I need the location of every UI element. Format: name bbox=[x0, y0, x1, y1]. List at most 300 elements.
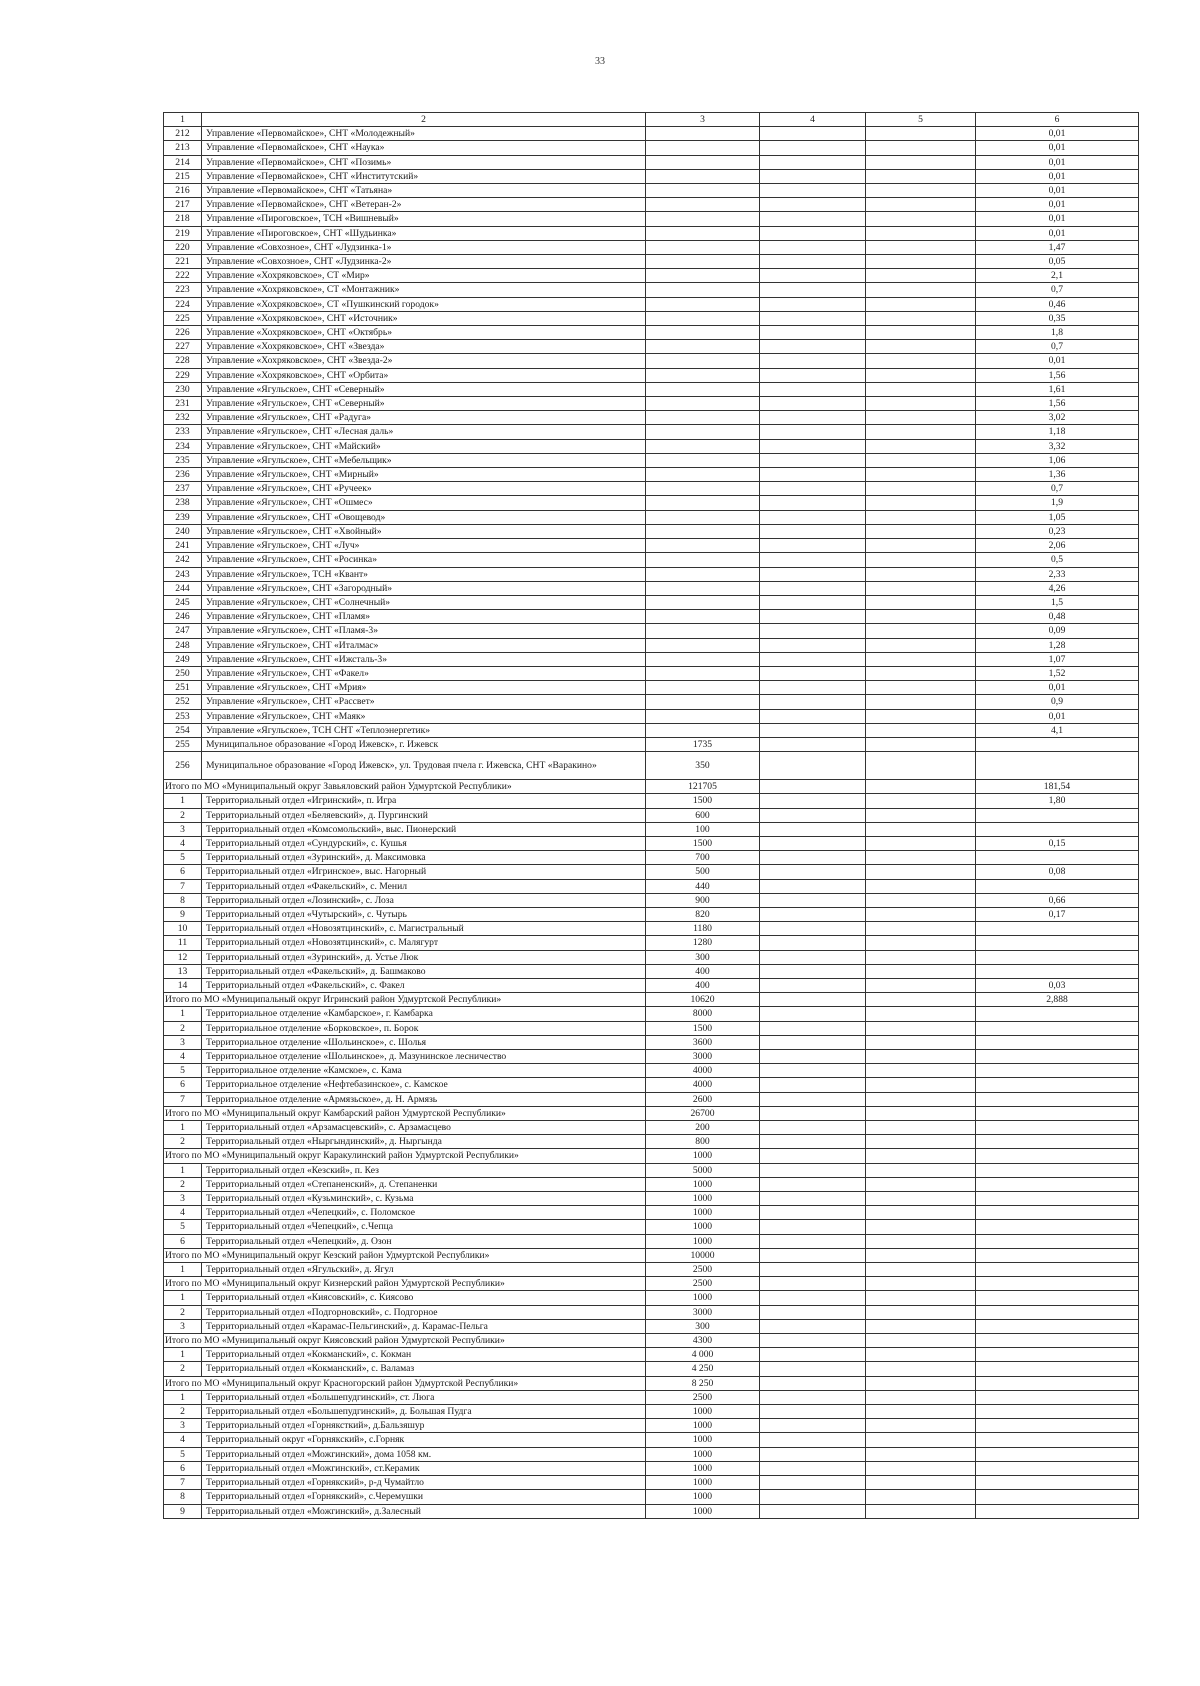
column-4-value bbox=[760, 1419, 866, 1433]
column-3-value: 1500 bbox=[646, 794, 760, 808]
table-row bbox=[164, 666, 1139, 680]
column-3-value: 1000 bbox=[646, 1291, 760, 1305]
row-name: Территориальное отделение «Камбарское», г. Камбарка bbox=[202, 1007, 646, 1021]
column-6-value bbox=[976, 1050, 1139, 1064]
column-3-value bbox=[646, 681, 760, 695]
column-3-value: 8000 bbox=[646, 1007, 760, 1021]
column-5-value bbox=[866, 311, 976, 325]
column-6-value: 0,01 bbox=[976, 169, 1139, 183]
column-4-value bbox=[760, 964, 866, 978]
row-number: 13 bbox=[164, 964, 202, 978]
row-number: 4 bbox=[164, 1206, 202, 1220]
column-6-value: 0,01 bbox=[976, 354, 1139, 368]
column-6-value bbox=[976, 1177, 1139, 1191]
column-4-value bbox=[760, 1263, 866, 1277]
column-5-value bbox=[866, 269, 976, 283]
column-4-value bbox=[760, 240, 866, 254]
column-3-value: 1000 bbox=[646, 1419, 760, 1433]
column-3-value bbox=[646, 524, 760, 538]
row-name: Территориальный отдел «Горняксткий», д.Бальзяшур bbox=[202, 1419, 646, 1433]
column-6-value bbox=[976, 1263, 1139, 1277]
row-number: 8 bbox=[164, 1490, 202, 1504]
row-name: Управление «Совхозное», СНТ «Лудзинка-2» bbox=[202, 255, 646, 269]
row-number: 5 bbox=[164, 851, 202, 865]
column-6-value bbox=[976, 1504, 1139, 1518]
column-3-value: 1000 bbox=[646, 1504, 760, 1518]
row-number: 243 bbox=[164, 567, 202, 581]
column-6-value: 181,54 bbox=[976, 780, 1139, 794]
column-6-value: 0,09 bbox=[976, 624, 1139, 638]
column-4-value bbox=[760, 638, 866, 652]
column-4-value bbox=[760, 1121, 866, 1135]
column-6-value: 3,02 bbox=[976, 411, 1139, 425]
column-6-value bbox=[976, 1149, 1139, 1163]
row-number: 1 bbox=[164, 794, 202, 808]
table-row bbox=[164, 311, 1139, 325]
row-number: 5 bbox=[164, 1447, 202, 1461]
row-number: 235 bbox=[164, 453, 202, 467]
row-number: 2 bbox=[164, 1305, 202, 1319]
row-number: 216 bbox=[164, 184, 202, 198]
table-row bbox=[164, 439, 1139, 453]
table-row bbox=[164, 737, 1139, 751]
column-6-value bbox=[976, 1390, 1139, 1404]
table-row bbox=[164, 382, 1139, 396]
row-number: 226 bbox=[164, 326, 202, 340]
header-cell: 1 bbox=[164, 113, 202, 127]
row-number: 245 bbox=[164, 595, 202, 609]
row-name: Территориальный отдел «Чепецкий», д. Озон bbox=[202, 1234, 646, 1248]
column-4-value bbox=[760, 822, 866, 836]
column-5-value bbox=[866, 212, 976, 226]
column-5-value bbox=[866, 1277, 976, 1291]
column-5-value bbox=[866, 482, 976, 496]
column-5-value bbox=[866, 1447, 976, 1461]
column-3-value bbox=[646, 581, 760, 595]
row-name: Территориальный отдел «Карамас-Пельгинский», д. Карамас-Пельга bbox=[202, 1319, 646, 1333]
column-5-value bbox=[866, 141, 976, 155]
column-5-value bbox=[866, 723, 976, 737]
row-number: 9 bbox=[164, 907, 202, 921]
column-4-value bbox=[760, 567, 866, 581]
column-3-value bbox=[646, 553, 760, 567]
column-6-value: 0,15 bbox=[976, 836, 1139, 850]
table-row bbox=[164, 922, 1139, 936]
column-3-value bbox=[646, 141, 760, 155]
table-row bbox=[164, 1447, 1139, 1461]
total-label: Итого по МО «Муниципальный округ Кезский район Удмуртской Республики» bbox=[164, 1248, 646, 1262]
column-5-value bbox=[866, 1504, 976, 1518]
column-5-value bbox=[866, 255, 976, 269]
column-5-value bbox=[866, 553, 976, 567]
column-5-value bbox=[866, 1121, 976, 1135]
row-name: Территориальный отдел «Игринское», выс. Нагорный bbox=[202, 865, 646, 879]
column-3-value: 400 bbox=[646, 978, 760, 992]
column-3-value bbox=[646, 539, 760, 553]
row-number: 253 bbox=[164, 709, 202, 723]
column-5-value bbox=[866, 411, 976, 425]
column-3-value: 2500 bbox=[646, 1263, 760, 1277]
row-name: Управление «Совхозное», СНТ «Лудзинка-1» bbox=[202, 240, 646, 254]
row-name: Управление «Ягульское», СНТ «Лесная даль» bbox=[202, 425, 646, 439]
row-name: Управление «Хохряковское», СНТ «Орбита» bbox=[202, 368, 646, 382]
column-4-value bbox=[760, 1433, 866, 1447]
table-row bbox=[164, 184, 1139, 198]
column-3-value bbox=[646, 709, 760, 723]
row-number: 2 bbox=[164, 808, 202, 822]
column-6-value: 0,01 bbox=[976, 141, 1139, 155]
column-6-value: 1,80 bbox=[976, 794, 1139, 808]
column-3-value bbox=[646, 127, 760, 141]
column-6-value: 0,01 bbox=[976, 681, 1139, 695]
column-6-value bbox=[976, 1305, 1139, 1319]
column-5-value bbox=[866, 155, 976, 169]
row-number: 1 bbox=[164, 1163, 202, 1177]
column-6-value: 0,17 bbox=[976, 907, 1139, 921]
column-3-value: 350 bbox=[646, 752, 760, 780]
column-3-value bbox=[646, 382, 760, 396]
column-3-value: 5000 bbox=[646, 1163, 760, 1177]
row-name: Территориальный отдел «Кокманский», с. Кокман bbox=[202, 1348, 646, 1362]
row-number: 246 bbox=[164, 610, 202, 624]
table-row bbox=[164, 879, 1139, 893]
column-4-value bbox=[760, 524, 866, 538]
column-6-value bbox=[976, 1419, 1139, 1433]
column-4-value bbox=[760, 993, 866, 1007]
table-row bbox=[164, 425, 1139, 439]
row-name: Управление «Ягульское», СНТ «Майский» bbox=[202, 439, 646, 453]
row-number: 3 bbox=[164, 1035, 202, 1049]
column-6-value: 1,47 bbox=[976, 240, 1139, 254]
row-number: 5 bbox=[164, 1064, 202, 1078]
row-name: Управление «Хохряковское», СТ «Пушкинский городок» bbox=[202, 297, 646, 311]
row-number: 227 bbox=[164, 340, 202, 354]
table-row bbox=[164, 1461, 1139, 1475]
row-number: 1 bbox=[164, 1263, 202, 1277]
column-6-value: 0,66 bbox=[976, 893, 1139, 907]
column-6-value bbox=[976, 1348, 1139, 1362]
row-name: Управление «Хохряковское», СНТ «Звезда» bbox=[202, 340, 646, 354]
table-row bbox=[164, 212, 1139, 226]
row-number: 240 bbox=[164, 524, 202, 538]
row-number: 4 bbox=[164, 1433, 202, 1447]
table-row bbox=[164, 936, 1139, 950]
column-5-value bbox=[866, 610, 976, 624]
column-4-value bbox=[760, 155, 866, 169]
row-number: 239 bbox=[164, 510, 202, 524]
column-3-value: 4300 bbox=[646, 1334, 760, 1348]
table-row bbox=[164, 610, 1139, 624]
column-3-value bbox=[646, 297, 760, 311]
column-6-value bbox=[976, 737, 1139, 751]
column-3-value bbox=[646, 496, 760, 510]
total-row bbox=[164, 1149, 1139, 1163]
column-6-value bbox=[976, 964, 1139, 978]
row-number: 1 bbox=[164, 1390, 202, 1404]
row-number: 9 bbox=[164, 1504, 202, 1518]
column-3-value: 1280 bbox=[646, 936, 760, 950]
column-6-value: 1,05 bbox=[976, 510, 1139, 524]
column-6-value bbox=[976, 1433, 1139, 1447]
column-5-value bbox=[866, 1192, 976, 1206]
column-6-value: 0,46 bbox=[976, 297, 1139, 311]
row-name: Управление «Хохряковское», СТ «Мир» bbox=[202, 269, 646, 283]
table-row bbox=[164, 723, 1139, 737]
column-5-value bbox=[866, 1021, 976, 1035]
table-row bbox=[164, 1405, 1139, 1419]
row-number: 220 bbox=[164, 240, 202, 254]
table-row bbox=[164, 1092, 1139, 1106]
column-4-value bbox=[760, 681, 866, 695]
column-4-value bbox=[760, 397, 866, 411]
row-name: Территориальный отдел «Большепудгинский», ст. Люга bbox=[202, 1390, 646, 1404]
row-number: 12 bbox=[164, 950, 202, 964]
column-4-value bbox=[760, 283, 866, 297]
total-row bbox=[164, 1106, 1139, 1120]
column-4-value bbox=[760, 169, 866, 183]
row-number: 214 bbox=[164, 155, 202, 169]
row-name: Территориальный отдел «Зуринский», д. Устье Люк bbox=[202, 950, 646, 964]
column-5-value bbox=[866, 397, 976, 411]
column-6-value bbox=[976, 950, 1139, 964]
column-3-value: 1500 bbox=[646, 836, 760, 850]
row-name: Управление «Ягульское», ТСН СНТ «Теплоэнергетик» bbox=[202, 723, 646, 737]
column-3-value bbox=[646, 439, 760, 453]
column-3-value bbox=[646, 226, 760, 240]
column-5-value bbox=[866, 539, 976, 553]
row-number: 232 bbox=[164, 411, 202, 425]
row-number: 221 bbox=[164, 255, 202, 269]
column-4-value bbox=[760, 851, 866, 865]
row-name: Управление «Хохряковское», СНТ «Октябрь» bbox=[202, 326, 646, 340]
column-3-value: 1000 bbox=[646, 1192, 760, 1206]
row-name: Территориальный отдел «Факельский», с. Факел bbox=[202, 978, 646, 992]
table-row bbox=[164, 255, 1139, 269]
column-4-value bbox=[760, 1035, 866, 1049]
column-5-value bbox=[866, 354, 976, 368]
column-5-value bbox=[866, 1248, 976, 1262]
column-4-value bbox=[760, 936, 866, 950]
row-name: Территориальный отдел «Кезский», п. Кез bbox=[202, 1163, 646, 1177]
column-5-value bbox=[866, 950, 976, 964]
column-4-value bbox=[760, 1078, 866, 1092]
row-name: Управление «Ягульское», СНТ «Северный» bbox=[202, 397, 646, 411]
column-4-value bbox=[760, 453, 866, 467]
row-name: Управление «Хохряковское», СНТ «Звезда-2» bbox=[202, 354, 646, 368]
column-4-value bbox=[760, 836, 866, 850]
table-row bbox=[164, 681, 1139, 695]
column-5-value bbox=[866, 1106, 976, 1120]
table-row bbox=[164, 709, 1139, 723]
column-3-value bbox=[646, 397, 760, 411]
total-label: Итого по МО «Муниципальный округ Красногорский район Удмуртской Республики» bbox=[164, 1376, 646, 1390]
column-5-value bbox=[866, 836, 976, 850]
table-row bbox=[164, 1078, 1139, 1092]
row-number: 225 bbox=[164, 311, 202, 325]
row-name: Управление «Ягульское», СНТ «Росинка» bbox=[202, 553, 646, 567]
column-4-value bbox=[760, 1163, 866, 1177]
column-3-value bbox=[646, 695, 760, 709]
table-row bbox=[164, 794, 1139, 808]
row-number: 1 bbox=[164, 1291, 202, 1305]
column-4-value bbox=[760, 184, 866, 198]
column-4-value bbox=[760, 1149, 866, 1163]
row-name: Управление «Ягульское», СНТ «Ошмес» bbox=[202, 496, 646, 510]
column-4-value bbox=[760, 879, 866, 893]
column-5-value bbox=[866, 709, 976, 723]
column-3-value bbox=[646, 368, 760, 382]
column-6-value bbox=[976, 1007, 1139, 1021]
column-5-value bbox=[866, 1433, 976, 1447]
row-name: Территориальный отдел «Кокманский», с. Валамаз bbox=[202, 1362, 646, 1376]
row-number: 218 bbox=[164, 212, 202, 226]
table-row bbox=[164, 340, 1139, 354]
column-4-value bbox=[760, 666, 866, 680]
column-6-value bbox=[976, 1461, 1139, 1475]
row-number: 256 bbox=[164, 752, 202, 780]
column-3-value: 1000 bbox=[646, 1433, 760, 1447]
column-4-value bbox=[760, 1362, 866, 1376]
column-5-value bbox=[866, 624, 976, 638]
row-name: Территориальный отдел «Можгинский», ст.Керамик bbox=[202, 1461, 646, 1475]
column-3-value bbox=[646, 482, 760, 496]
column-3-value: 1735 bbox=[646, 737, 760, 751]
table-row bbox=[164, 1163, 1139, 1177]
column-3-value bbox=[646, 240, 760, 254]
column-6-value: 0,7 bbox=[976, 482, 1139, 496]
column-5-value bbox=[866, 1177, 976, 1191]
header-cell: 6 bbox=[976, 113, 1139, 127]
column-5-value bbox=[866, 851, 976, 865]
row-name: Территориальный отдел «Новозятцинский», с. Магистральный bbox=[202, 922, 646, 936]
column-6-value: 0,48 bbox=[976, 610, 1139, 624]
column-5-value bbox=[866, 1319, 976, 1333]
column-4-value bbox=[760, 1447, 866, 1461]
row-number: 223 bbox=[164, 283, 202, 297]
column-5-value bbox=[866, 1376, 976, 1390]
column-3-value: 200 bbox=[646, 1121, 760, 1135]
column-5-value bbox=[866, 1419, 976, 1433]
table-row bbox=[164, 226, 1139, 240]
total-label: Итого по МО «Муниципальный округ Кизнерский район Удмуртской Республики» bbox=[164, 1277, 646, 1291]
row-number: 7 bbox=[164, 1476, 202, 1490]
column-4-value bbox=[760, 212, 866, 226]
table-row bbox=[164, 510, 1139, 524]
column-3-value: 500 bbox=[646, 865, 760, 879]
column-4-value bbox=[760, 752, 866, 780]
column-3-value bbox=[646, 610, 760, 624]
row-name: Управление «Первомайское», СНТ «Наука» bbox=[202, 141, 646, 155]
column-4-value bbox=[760, 780, 866, 794]
row-name: Управление «Ягульское», СНТ «Загородный» bbox=[202, 581, 646, 595]
row-name: Управление «Ягульское», СНТ «Мебельщик» bbox=[202, 453, 646, 467]
column-5-value bbox=[866, 1348, 976, 1362]
column-4-value bbox=[760, 1334, 866, 1348]
column-3-value: 600 bbox=[646, 808, 760, 822]
column-4-value bbox=[760, 610, 866, 624]
column-4-value bbox=[760, 1504, 866, 1518]
row-name: Управление «Ягульское», СНТ «Факел» bbox=[202, 666, 646, 680]
column-4-value bbox=[760, 382, 866, 396]
row-name: Территориальный отдел «Можгинский», д.Залесный bbox=[202, 1504, 646, 1518]
table-row bbox=[164, 964, 1139, 978]
column-5-value bbox=[866, 326, 976, 340]
total-label: Итого по МО «Муниципальный округ Каракулинский район Удмуртской Республики» bbox=[164, 1149, 646, 1163]
column-6-value: 1,07 bbox=[976, 652, 1139, 666]
row-name: Управление «Пироговское», СНТ «Шудьинка» bbox=[202, 226, 646, 240]
column-5-value bbox=[866, 1050, 976, 1064]
column-4-value bbox=[760, 893, 866, 907]
column-6-value: 1,36 bbox=[976, 468, 1139, 482]
column-5-value bbox=[866, 1362, 976, 1376]
column-4-value bbox=[760, 978, 866, 992]
column-4-value bbox=[760, 1461, 866, 1475]
column-6-value: 0,9 bbox=[976, 695, 1139, 709]
row-number: 213 bbox=[164, 141, 202, 155]
column-6-value bbox=[976, 1334, 1139, 1348]
column-4-value bbox=[760, 595, 866, 609]
row-number: 255 bbox=[164, 737, 202, 751]
column-6-value bbox=[976, 922, 1139, 936]
column-3-value: 400 bbox=[646, 964, 760, 978]
column-6-value: 1,61 bbox=[976, 382, 1139, 396]
column-3-value bbox=[646, 595, 760, 609]
row-number: 6 bbox=[164, 1234, 202, 1248]
column-4-value bbox=[760, 255, 866, 269]
column-4-value bbox=[760, 326, 866, 340]
row-number: 237 bbox=[164, 482, 202, 496]
table-row bbox=[164, 397, 1139, 411]
header-cell: 5 bbox=[866, 113, 976, 127]
column-4-value bbox=[760, 311, 866, 325]
column-6-value: 0,01 bbox=[976, 155, 1139, 169]
row-number: 6 bbox=[164, 1078, 202, 1092]
column-6-value bbox=[976, 1248, 1139, 1262]
row-name: Управление «Ягульское», СНТ «Маяк» bbox=[202, 709, 646, 723]
row-number: 230 bbox=[164, 382, 202, 396]
column-4-value bbox=[760, 553, 866, 567]
column-6-value bbox=[976, 1362, 1139, 1376]
row-number: 7 bbox=[164, 879, 202, 893]
column-5-value bbox=[866, 1390, 976, 1404]
column-6-value: 0,01 bbox=[976, 709, 1139, 723]
column-3-value bbox=[646, 340, 760, 354]
column-3-value: 900 bbox=[646, 893, 760, 907]
column-6-value: 4,26 bbox=[976, 581, 1139, 595]
column-4-value bbox=[760, 340, 866, 354]
row-name: Территориальный отдел «Беляевский», д. Пургинский bbox=[202, 808, 646, 822]
row-number: 222 bbox=[164, 269, 202, 283]
column-5-value bbox=[866, 283, 976, 297]
column-5-value bbox=[866, 595, 976, 609]
column-4-value bbox=[760, 1319, 866, 1333]
row-name: Территориальный отдел «Лозинский», с. Лоза bbox=[202, 893, 646, 907]
row-number: 254 bbox=[164, 723, 202, 737]
column-6-value: 1,18 bbox=[976, 425, 1139, 439]
column-6-value: 1,52 bbox=[976, 666, 1139, 680]
column-6-value bbox=[976, 1447, 1139, 1461]
column-5-value bbox=[866, 169, 976, 183]
table-row bbox=[164, 978, 1139, 992]
row-name: Территориальный отдел «Ныргындинский», д. Ныргында bbox=[202, 1135, 646, 1149]
column-3-value: 1000 bbox=[646, 1490, 760, 1504]
column-5-value bbox=[866, 1291, 976, 1305]
row-name: Управление «Ягульское», СНТ «Радуга» bbox=[202, 411, 646, 425]
table-row bbox=[164, 127, 1139, 141]
column-5-value bbox=[866, 737, 976, 751]
column-5-value bbox=[866, 922, 976, 936]
column-3-value: 10000 bbox=[646, 1248, 760, 1262]
